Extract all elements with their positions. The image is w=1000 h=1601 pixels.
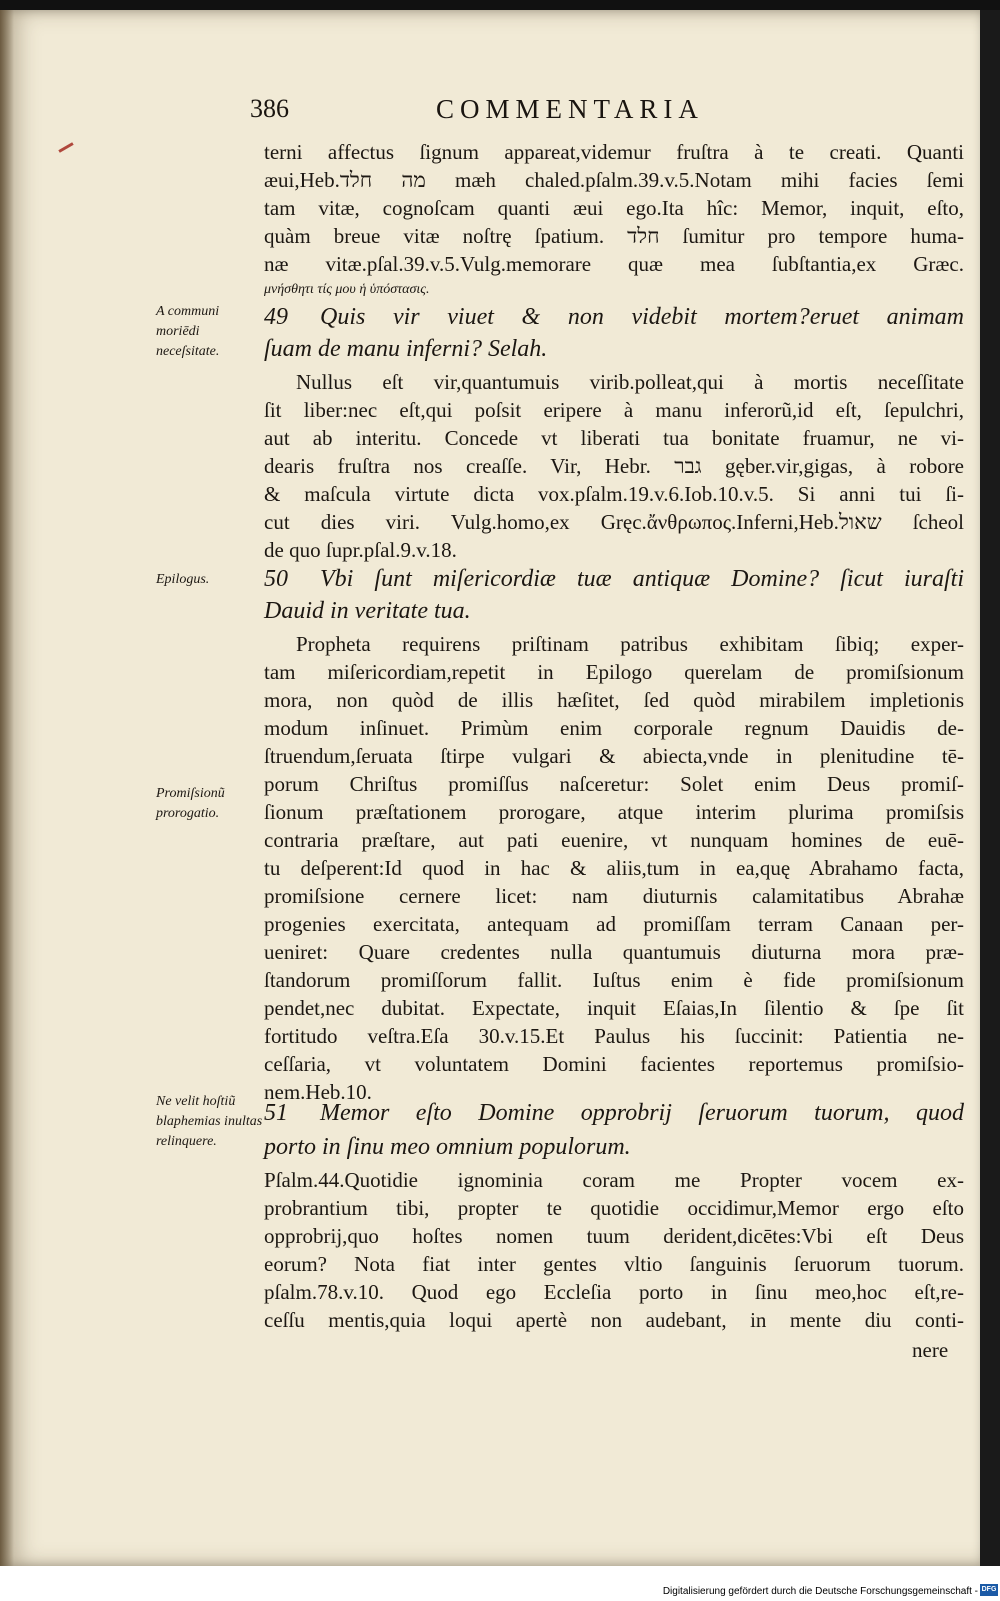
verse-number: 50: [264, 566, 288, 592]
verse-51-line: [264, 1100, 964, 1127]
page-number: 386: [250, 94, 289, 123]
text-line: æui,Heb.מה חלד mæh chaled.pſalm.39.v.5.Notam mihi facies ſemi: [264, 168, 964, 192]
verse-number: 49: [264, 304, 288, 330]
text-line: ſit liber:nec eſt,qui poſsit eripere à manu inferorũ,id eſt, ſepulchri,: [264, 398, 964, 422]
dfg-logo: DFG: [980, 1584, 998, 1596]
text-line: tu deſperent:Id quod in hac & aliis,tum in ea,quę Abrahamo facta,: [264, 856, 964, 880]
text-line: ceſſaria, vt voluntatem Domini facientes reportemus promiſsio-: [264, 1052, 964, 1076]
verse-text: Quis vir viuet & non videbit mortem?eruet animam: [320, 304, 964, 330]
text-line: probrantium tibi, propter te quotidie occidimur,Memor ergo eſto: [264, 1196, 964, 1220]
text-line: & maſcula virtute dicta vox.pſalm.19.v.6.Iob.10.v.5. Si anni tui ſi-: [264, 482, 964, 506]
text-line: ſionum præſtationem prorogare, atque interim plurima promiſsis: [264, 800, 964, 824]
funding-credit: Digitalisierung gefördert durch die Deutsche Forschungsgemeinschaft -: [662, 1586, 978, 1597]
verse-line: ſuam de manu inferni? Selah.: [264, 336, 548, 362]
text-line: ſtandorum promiſſorum fallit. Iuſtus enim è fide promiſsionum: [264, 968, 964, 992]
text-line: ueniret: Quare credentes nulla quantumuis diuturna mora præ-: [264, 940, 964, 964]
text-line: contraria præſtare, aut pati euenire, vt nunquam homines de euē-: [264, 828, 964, 852]
text-line: pendet,nec dubitat. Expectate, inquit Eſaias,In ſilentio & ſpe ſit: [264, 996, 964, 1020]
text-line: opprobrij,quo hoſtes nomen tuum derident,dicētes:Vbi eſt Deus: [264, 1224, 964, 1248]
verse-50-line: [264, 566, 964, 593]
text-line: progenies exercitata, antequam ad promiſſam terram Canaan per-: [264, 912, 964, 936]
text-line: pſalm.78.v.10. Quod ego Eccleſia porto in ſinu meo,hoc eſt,re-: [264, 1280, 964, 1304]
greek-line: μνήσθητι τίς μου ἡ ὑπόστασις.: [264, 282, 430, 297]
text-line: modum inſinuet. Primùm enim corporale regnum Dauidis de-: [264, 716, 964, 740]
running-title: COMMENTARIA: [436, 94, 704, 124]
text-line: tam vitæ, cognoſcam quanti æui ego.Ita hîc: Memor, inquit, eſto,: [264, 196, 964, 220]
text-line: quàm breue vitæ noſtrę ſpatium. חלד ſumitur pro tempore huma-: [264, 224, 964, 248]
verse-line: porto in ſinu meo omnium populorum.: [264, 1134, 631, 1160]
verse-number: 51: [264, 1100, 288, 1126]
text-line: aut ab interitu. Concede vt liberati tua bonitate fruamur, ne vi-: [264, 426, 964, 450]
text-line: dearis fruſtra nos creaſſe. Vir, Hebr. גבר gęber.vir,gigas, à robore: [264, 454, 965, 478]
text-line: fortitudo veſtra.Eſa 30.v.15.Et Paulus his ſuccinit: Patientia ne-: [264, 1024, 964, 1048]
text-line: tam miſericordiam,repetit in Epilogo querelam de promiſsionum: [264, 660, 964, 684]
verse-text: Vbi ſunt miſericordiæ tuæ antiquæ Domine? ſicut iuraſti: [320, 566, 964, 592]
text-line: ceſſu mentis,quia loqui apertè non audebant, in mente diu conti-: [264, 1308, 964, 1332]
text-line: ſtruendum,ſeruata ſtirpe vulgari & abiecta,vnde in plenitudine tē-: [264, 744, 964, 768]
text-line: de quo ſupr.pſal.9.v.18.: [264, 538, 457, 562]
margin-note-blasphemies: Ne velit hoſtiũ blaphemias inultas relinquere.: [156, 1094, 263, 1149]
text-line: eorum? Nota fiat inter gentes vltio ſanguinis ſeruorum tuorum.: [264, 1252, 964, 1276]
text-line: næ vitæ.pſal.39.v.5.Vulg.memorare quæ mea ſubſtantia,ex Græc.: [264, 252, 964, 276]
catchword: nere: [912, 1338, 949, 1362]
page-edge: [980, 10, 1000, 1566]
text-line: Propheta requirens priſtinam patribus exhibitam ſibiq; exper-: [296, 632, 964, 656]
verse-text: Memor eſto Domine opprobrij ſeruorum tuorum, quod: [320, 1100, 964, 1126]
text-line: mora, non quòd de illis hæſitet, ſed quòd mirabilem impletionis: [264, 688, 964, 712]
text-line: cut dies viri. Vulg.homo,ex Gręc.ἄνθρωπος.Inferni,Heb.שאול ſcheol: [264, 510, 965, 534]
text-line: Nullus eſt vir,quantumuis virib.polleat,qui à mortis neceſſitate: [296, 370, 964, 394]
text-line: nem.Heb.10.: [264, 1080, 372, 1104]
text-line: porum Chriſtus promiſſus naſceretur: Solet enim Deus promiſ-: [264, 772, 964, 796]
margin-note-promise-delay: Promiſsionũ prorogatio.: [156, 786, 225, 821]
text-line: Pſalm.44.Quotidie ignominia coram me Propter vocem ex-: [264, 1168, 964, 1192]
text-line: terni affectus ſignum appareat,videmur fruſtra à te creati. Quanti: [264, 140, 964, 164]
verse-line: Dauid in veritate tua.: [264, 598, 471, 624]
text-line: promiſsione cernere licet: nam diuturnis calamitatibus Abrahæ: [264, 884, 964, 908]
margin-note-epilogue: Epilogus.: [156, 572, 210, 587]
page-gutter-shadow: [0, 10, 14, 1566]
verse-49-line: [264, 304, 964, 331]
margin-note-mortality: A communi moriēdi neceſsitate.: [156, 304, 220, 359]
